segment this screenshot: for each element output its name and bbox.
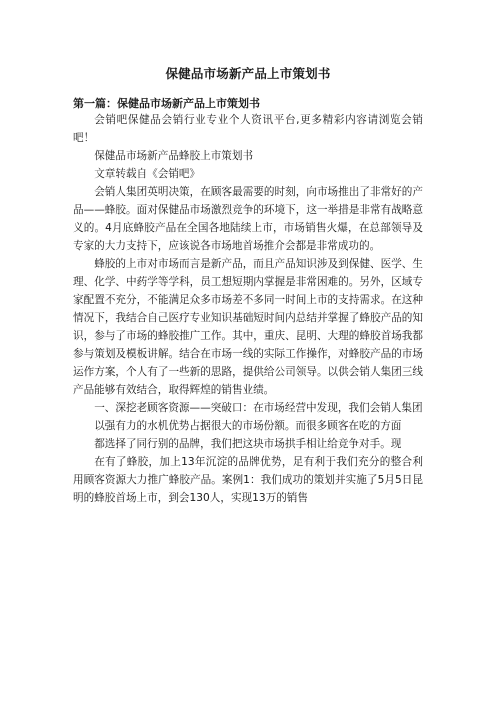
paragraph-background: 会销人集团英明决策，在顾客最需要的时刻，向市场推出了非常好的产品——蜂胶。面对保健品市场激烈竞争的环境下，这一举措是非常有战略意义的。4月底蜂胶产品在全国各地陆续上市，市场销售火爆，在总部领导及专家的大力支持下，应该说各市场地首场推介会都是非常成功的。 (73, 186, 423, 252)
paragraph-analysis: 蜂胶的上市对市场而言是新产品，而且产品知识涉及到保健、医学、生理、化学、中药学等学科，员工想短期内掌握是非常困难的。另外，区域专家配置不充分，不能满足众多市场差不多同一时间上市的支持需求。在这种情况下，我结合自己医疗专业知识基础短时间内总结并掌握了蜂胶产品的知识，参与了市场的蜂胶推广工作。其中，重庆、昆明、大理的蜂胶首场我都参与策划及模板讲解。结合在市场一线的实际工作操作，对蜂胶产品的市场运作方案，个人有了一些新的思路，提供给公司领导。以供会销人集团三线产品能够有效结合，取得辉煌的销售业绩。 (73, 258, 423, 396)
document-body (73, 111, 423, 507)
document-title: 保健品市场新产品上市策划书 (165, 66, 331, 81)
paragraph-source: 文章转载自《会销吧》 (94, 168, 201, 180)
paragraph-point-one: 一、深挖老顾客资源——突破口：在市场经营中发现，我们会销人集团 (94, 402, 423, 414)
section-heading: 第一篇：保健品市场新产品上市策划书 (73, 97, 260, 110)
paragraph-line: 以强有力的水机优势占据很大的市场份额。而很多顾客在吃的方面 (94, 420, 402, 432)
paragraph-line: 都选择了同行别的品牌，我们把这块市场拱手相让给竞争对手。现 (94, 438, 402, 450)
paragraph-intro: 会销吧保健品会销行业专业个人资讯平台,更多精彩内容请浏览会销吧！ (73, 114, 423, 144)
paragraph-case: 在有了蜂胶，加上13年沉淀的品牌优势，足有利于我们充分的整合利用顾客资源大力推广蜂胶产品。案例1：我们成功的策划并实施了5月5日昆明的蜂胶首场上市，到会130人，实现13万的销售 (73, 456, 423, 504)
paragraph-subtitle: 保健品市场新产品蜂胶上市策划书 (94, 150, 254, 162)
